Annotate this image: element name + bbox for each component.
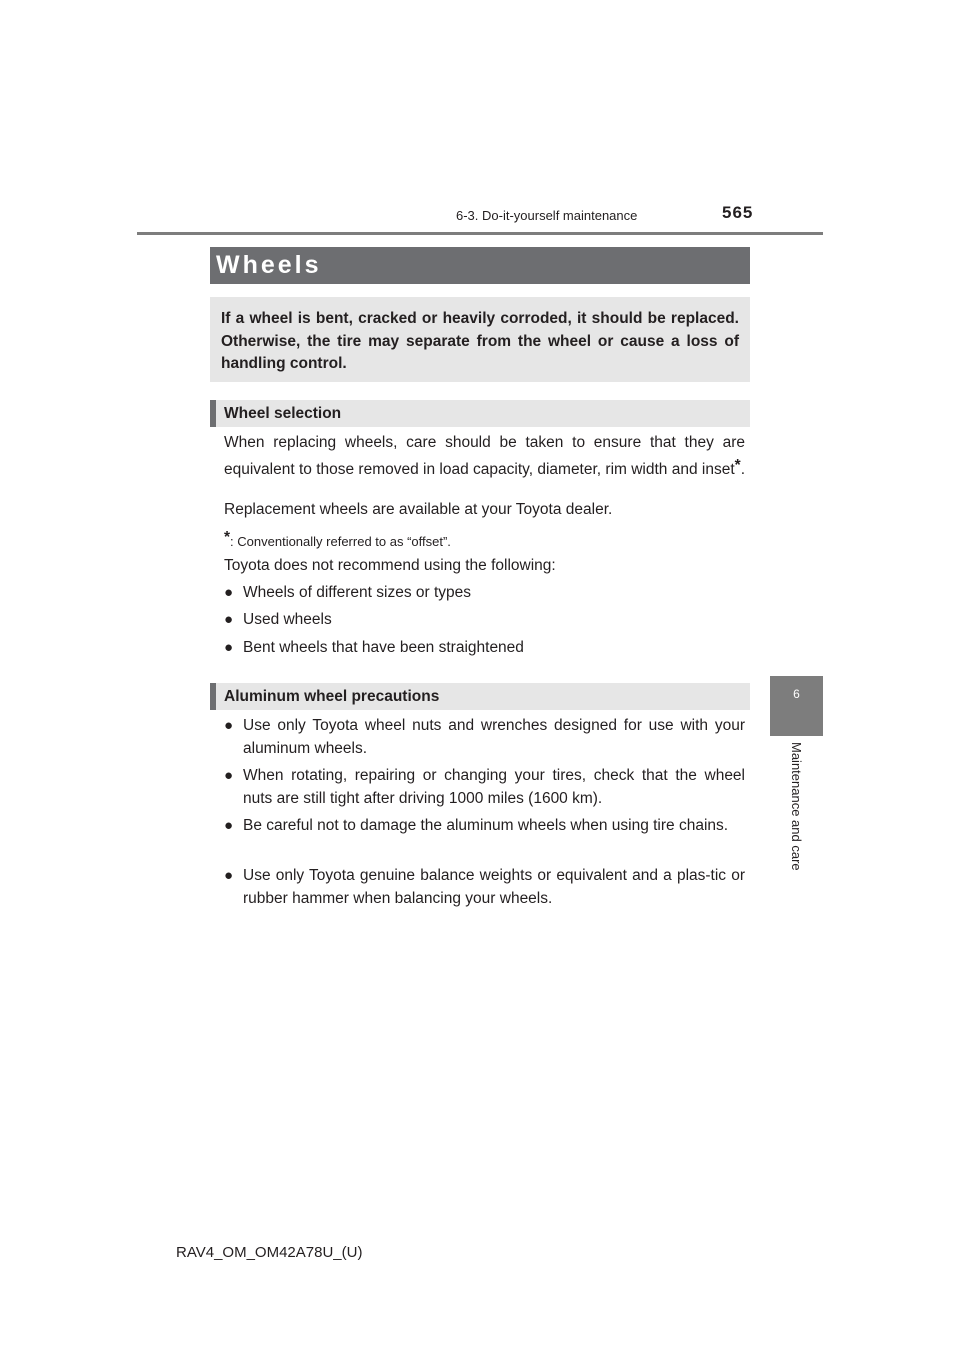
page-number: 565 xyxy=(722,203,754,222)
dealer-paragraph: Replacement wheels are available at your Toyota dealer. xyxy=(224,501,613,518)
footnote-marker: * xyxy=(734,456,741,474)
section-reference: 6-3. Do-it-yourself maintenance xyxy=(456,208,638,223)
bullet-icon: ● xyxy=(224,867,234,884)
list-item-text: Be careful not to damage the aluminum wheels when using tire chains. xyxy=(243,817,729,834)
list-item xyxy=(224,765,745,810)
aluminum-heading: Aluminum wheel precautions xyxy=(210,683,750,710)
chapter-tab xyxy=(770,676,823,736)
not-recommend-text: Toyota does not recommend using the following: xyxy=(224,557,556,574)
para1-end: . xyxy=(740,460,745,478)
page-title: Wheels xyxy=(216,251,322,279)
list-item xyxy=(224,715,745,760)
list-item-text: When rotating, repairing or changing your tires, check that the wheel nuts are still tight after driving 1000 miles (1600 km). xyxy=(243,767,745,807)
bullet-icon: ● xyxy=(224,639,234,656)
chapter-label: Maintenance and care xyxy=(789,742,804,871)
list-item xyxy=(224,637,745,660)
list-item xyxy=(224,609,745,632)
list-item-text: Use only Toyota wheel nuts and wrenches designed for use with your aluminum wheels. xyxy=(243,717,745,757)
footnote-text: : Conventionally referred to as “offset”. xyxy=(230,534,451,549)
list-item-text: Used wheels xyxy=(243,611,332,628)
intro-box xyxy=(210,297,750,382)
wheel-selection-heading: Wheel selection xyxy=(210,400,750,427)
para1-text: When replacing wheels, care should be taken to ensure that they are equivalent to those removed in load capacity, diameter, rim width and inset xyxy=(224,434,745,478)
list-item xyxy=(224,865,745,910)
chapter-number: 6 xyxy=(793,687,800,701)
list-item-text: Bent wheels that have been straightened xyxy=(243,639,524,656)
intro-text: If a wheel is bent, cracked or heavily corroded, it should be replaced. Otherwise, the tire may separate from the wheel or cause a loss of handling control. xyxy=(221,310,739,372)
list-item xyxy=(224,582,745,605)
list-item xyxy=(224,815,745,838)
header-rule xyxy=(137,232,823,235)
list-item-text: Use only Toyota genuine balance weights or equivalent and a plas-tic or rubber hammer when balancing your wheels. xyxy=(243,867,745,907)
bullet-icon: ● xyxy=(224,717,234,734)
footnote xyxy=(224,527,745,554)
bullet-icon: ● xyxy=(224,584,234,601)
bullet-icon: ● xyxy=(224,817,234,834)
footnote-star: * xyxy=(224,529,231,546)
bullet-icon: ● xyxy=(224,611,234,628)
bullet-icon: ● xyxy=(224,767,234,784)
wheel-selection-paragraph xyxy=(224,432,745,481)
document-code: RAV4_OM_OM42A78U_(U) xyxy=(176,1244,363,1261)
list-item-text: Wheels of different sizes or types xyxy=(243,584,472,601)
